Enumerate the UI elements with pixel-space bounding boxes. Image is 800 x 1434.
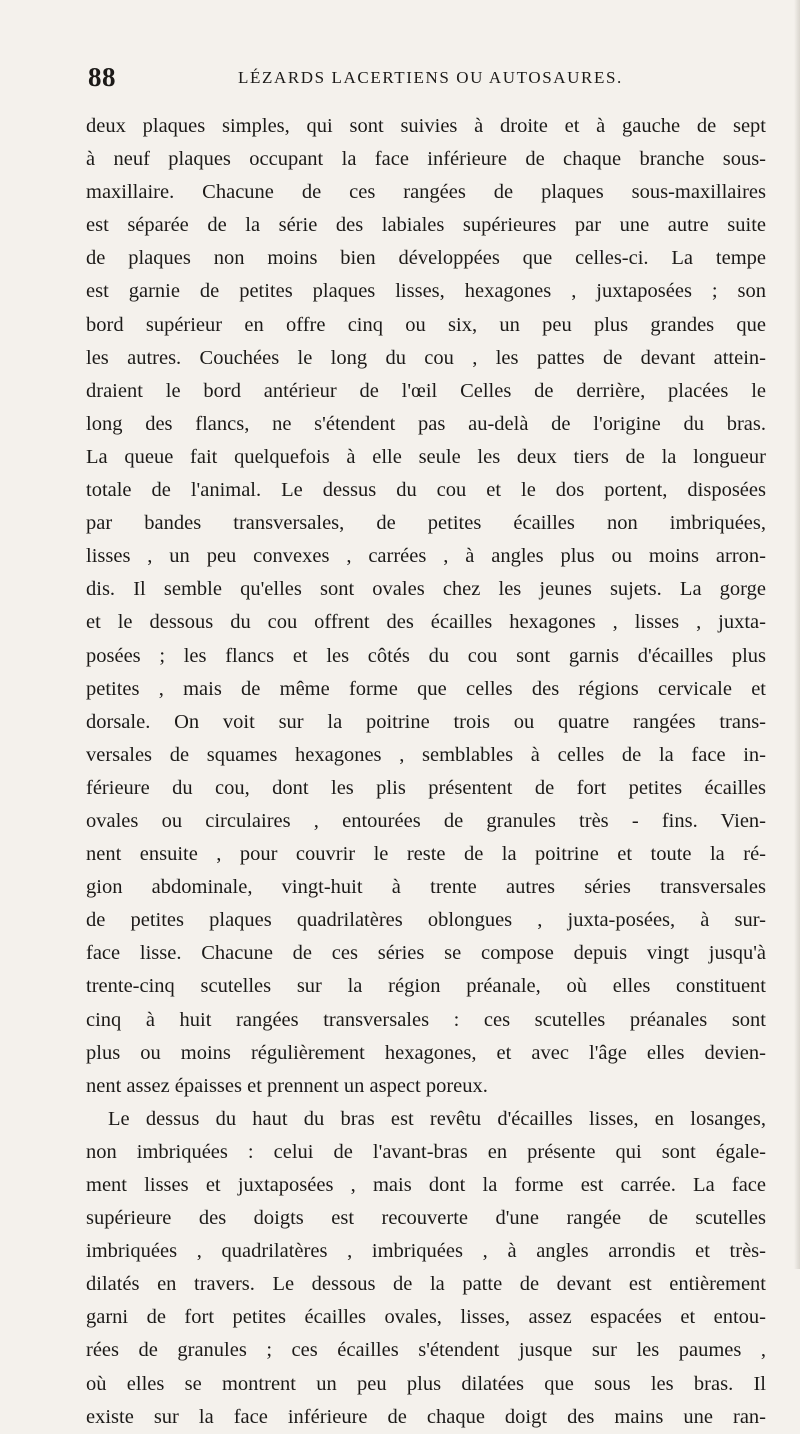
text-line: La queue fait quelquefois à elle seule les deux tiers de la longueur xyxy=(86,445,766,468)
text-line: maxillaire. Chacune de ces rangées de plaques sous-maxillaires xyxy=(86,181,766,204)
text-line: nent ensuite , pour couvrir le reste de la poitrine et toute la ré- xyxy=(86,843,766,866)
text-line: supérieure des doigts est recouverte d'une rangée de scutelles xyxy=(86,1207,766,1230)
text-line: long des flancs, ne s'étendent pas au-delà de l'origine du bras. xyxy=(86,412,766,435)
text-line: plus ou moins régulièrement hexagones, et avec l'âge elles devien- xyxy=(86,1041,766,1064)
body-text xyxy=(86,110,766,1434)
text-line: bord supérieur en offre cinq ou six, un peu plus grandes que xyxy=(86,313,766,336)
text-line: gion abdominale, vingt-huit à trente autres séries transversales xyxy=(86,876,766,899)
text-line: cinq à huit rangées transversales : ces scutelles préanales sont xyxy=(86,1008,766,1031)
text-line: existe sur la face inférieure de chaque doigt des mains une ran- xyxy=(86,1405,766,1428)
text-line: dilatés en travers. Le dessous de la patte de devant est entièrement xyxy=(86,1273,766,1296)
text-line: trente-cinq scutelles sur la région préanale, où elles constituent xyxy=(86,975,766,998)
text-line: imbriquées , quadrilatères , imbriquées , à angles arrondis et très- xyxy=(86,1240,766,1263)
text-line-paragraph-end: nent assez épaisses et prennent un aspect poreux. xyxy=(86,1074,488,1097)
text-line: de plaques non moins bien développées que celles-ci. La tempe xyxy=(86,247,766,270)
text-line: face lisse. Chacune de ces séries se compose depuis vingt jusqu'à xyxy=(86,942,766,965)
page-edge-shadow xyxy=(794,0,800,1269)
text-line: est séparée de la série des labiales supérieures par une autre suite xyxy=(86,214,766,237)
text-line: non imbriquées : celui de l'avant-bras en présente qui sont égale- xyxy=(86,1140,766,1163)
text-line: dorsale. On voit sur la poitrine trois ou quatre rangées trans- xyxy=(86,710,766,733)
text-line: posées ; les flancs et les côtés du cou sont garnis d'écailles plus xyxy=(86,644,766,667)
running-header xyxy=(88,62,648,94)
text-line: où elles se montrent un peu plus dilatées que sous les bras. Il xyxy=(86,1372,766,1395)
text-line: dis. Il semble qu'elles sont ovales chez les jeunes sujets. La gorge xyxy=(86,578,766,601)
text-line-paragraph-start: Le dessus du haut du bras est revêtu d'écailles lisses, en losanges, xyxy=(108,1107,766,1130)
text-line: rées de granules ; ces écailles s'étendent jusque sur les paumes , xyxy=(86,1339,766,1362)
text-line: de petites plaques quadrilatères oblongues , juxta-posées, à sur- xyxy=(86,909,766,932)
text-line: lisses , un peu convexes , carrées , à angles plus ou moins arron- xyxy=(86,545,766,568)
text-line: par bandes transversales, de petites écailles non imbriquées, xyxy=(86,512,766,535)
text-line: garni de fort petites écailles ovales, lisses, assez espacées et entou- xyxy=(86,1306,766,1329)
text-line: férieure du cou, dont les plis présentent de fort petites écailles xyxy=(86,776,766,799)
text-line: est garnie de petites plaques lisses, hexagones , juxtaposées ; son xyxy=(86,280,766,303)
text-line: ovales ou circulaires , entourées de granules très - fins. Vien- xyxy=(86,809,766,832)
text-line: totale de l'animal. Le dessus du cou et le dos portent, disposées xyxy=(86,479,766,502)
text-line: ment lisses et juxtaposées , mais dont la forme est carrée. La face xyxy=(86,1174,766,1196)
text-line: versales de squames hexagones , semblables à celles de la face in- xyxy=(86,743,766,766)
text-line: et le dessous du cou offrent des écailles hexagones , lisses , juxta- xyxy=(86,611,766,634)
text-line: deux plaques simples, qui sont suivies à droite et à gauche de sept xyxy=(86,115,766,137)
running-title: LÉZARDS LACERTIENS OU AUTOSAURES. xyxy=(238,68,623,87)
text-line: draient le bord antérieur de l'œil Celles de derrière, placées le xyxy=(86,379,766,402)
text-line: petites , mais de même forme que celles des régions cervicale et xyxy=(86,677,766,700)
text-line: à neuf plaques occupant la face inférieure de chaque branche sous- xyxy=(86,148,766,171)
page-number: 88 xyxy=(88,62,116,92)
text-line: les autres. Couchées le long du cou , les pattes de devant attein- xyxy=(86,346,766,369)
